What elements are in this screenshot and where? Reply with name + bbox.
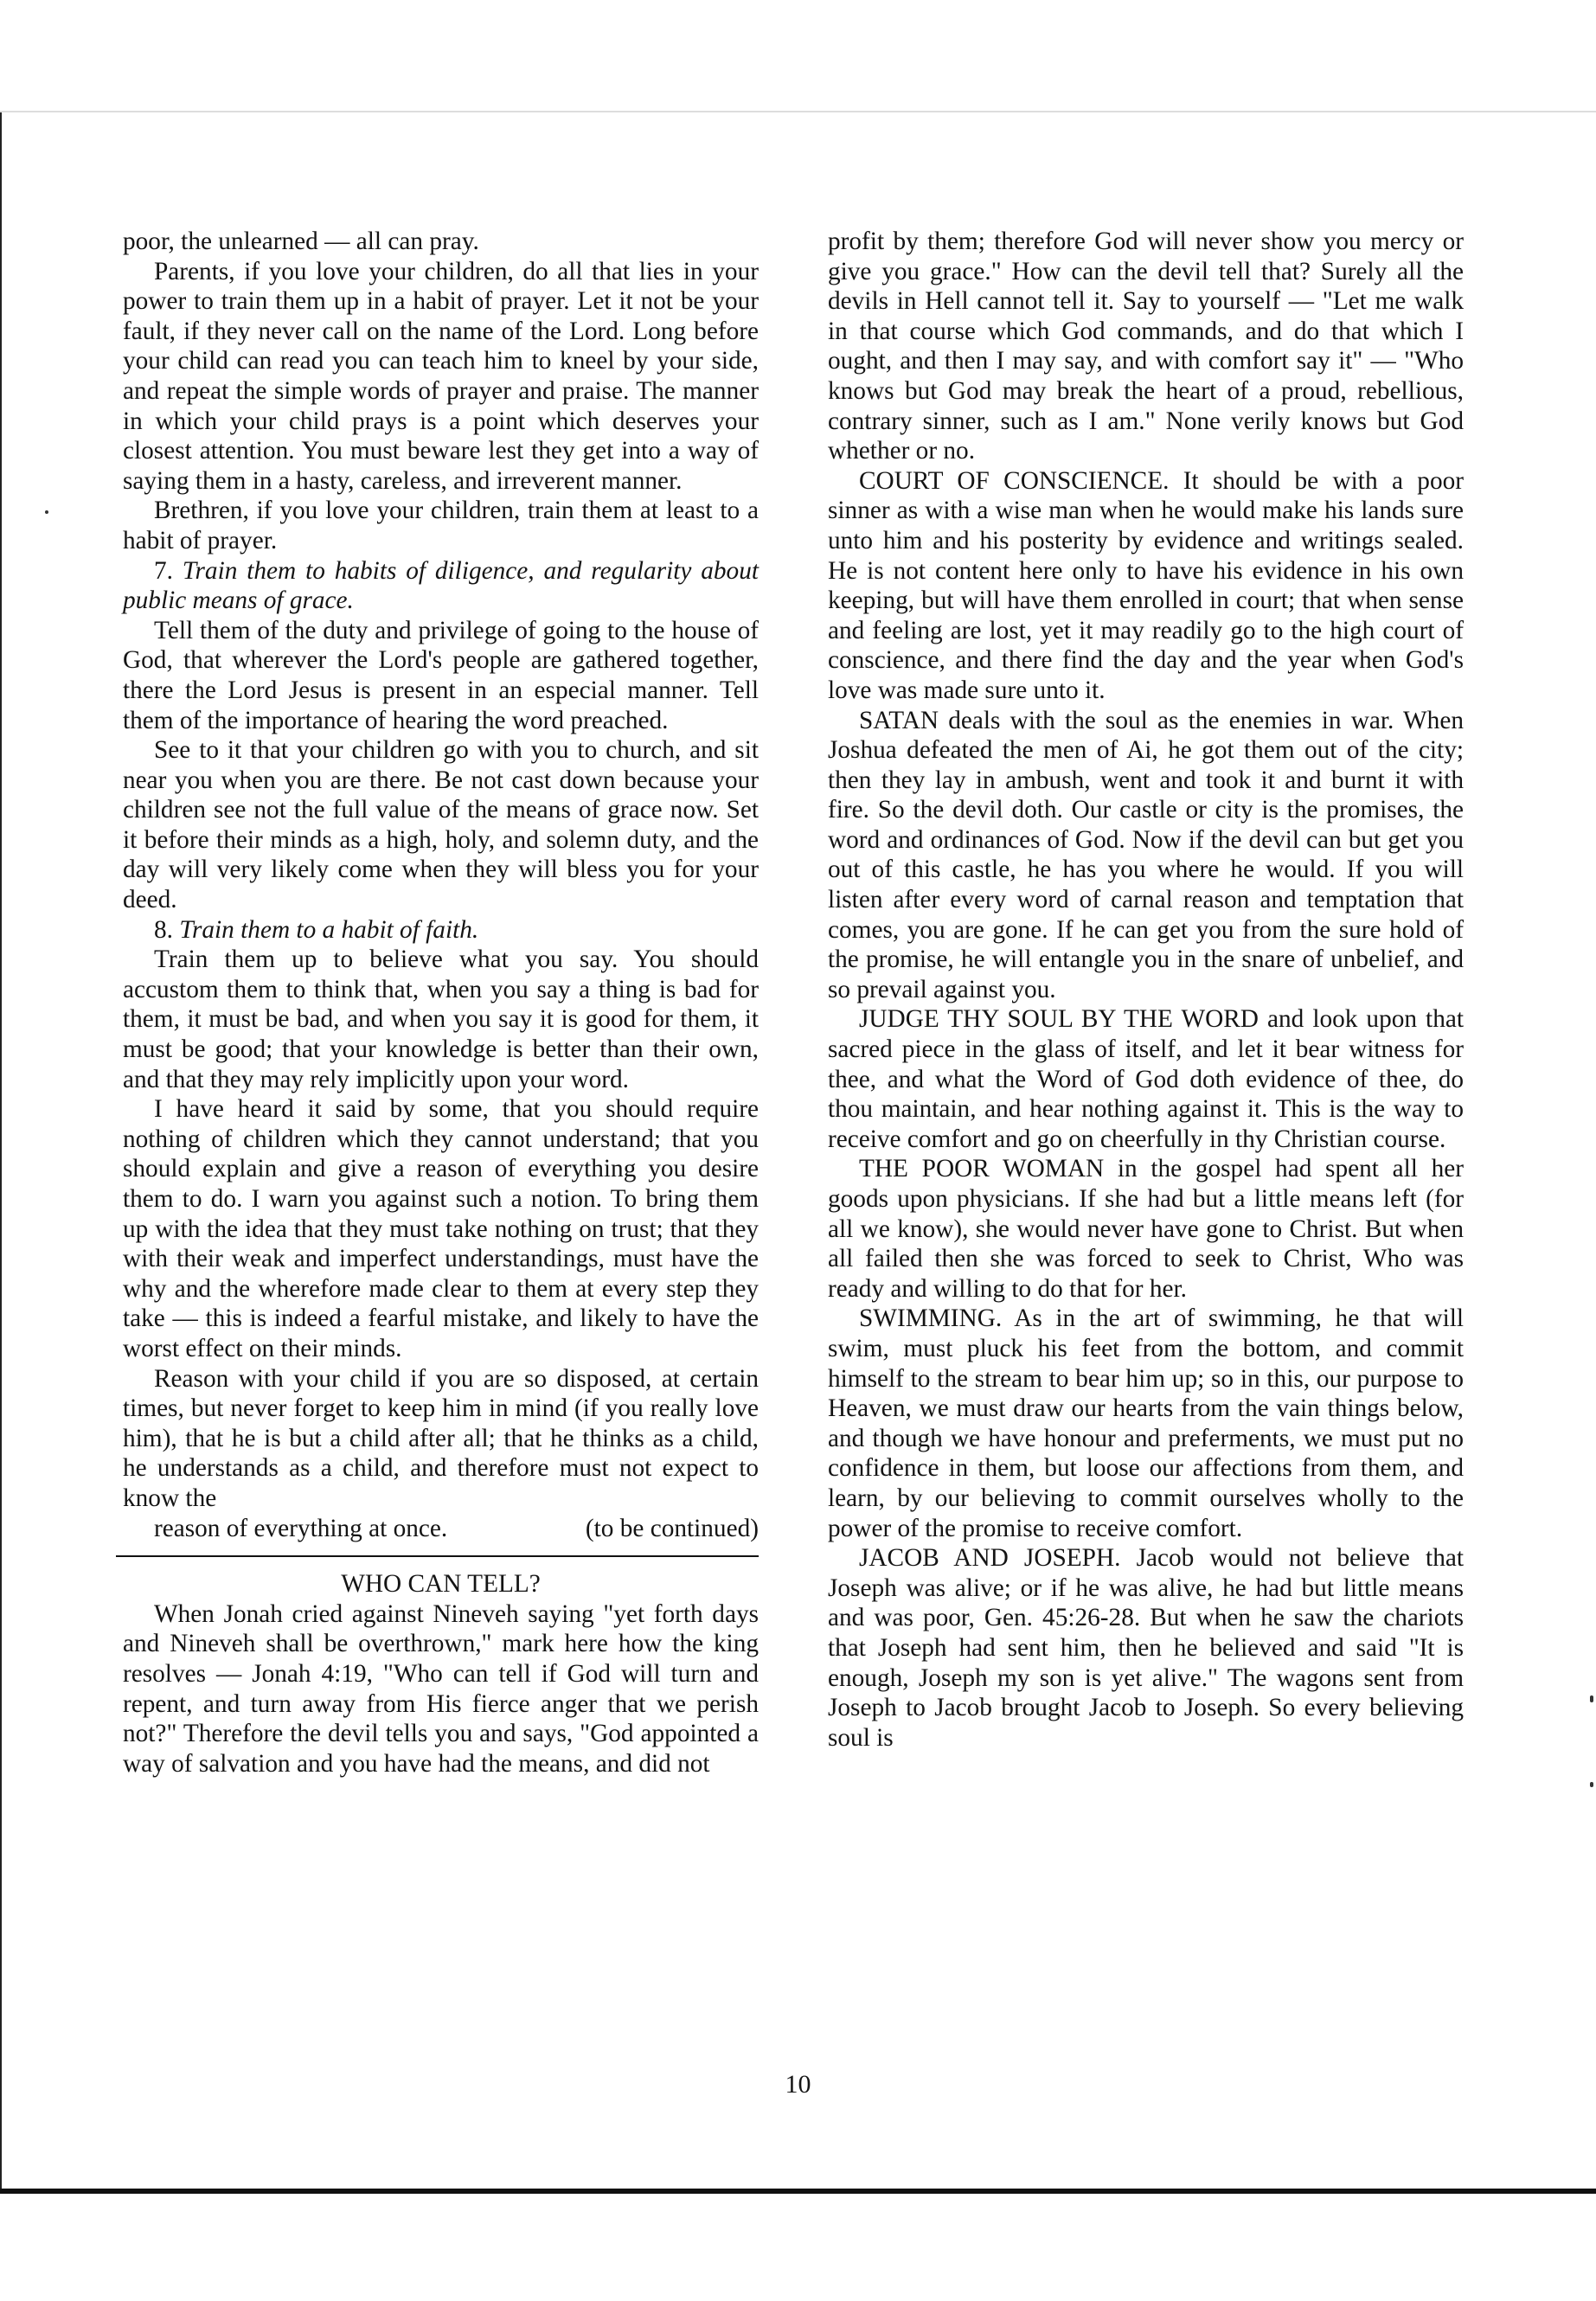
paragraph: Reason with your child if you are so disposed, at certain times, but never forget to keep him in mind (if you really love him), that he is but a child after all; that he thinks as a child, he understands as a child, and therefore must not expect to know the (123, 1364, 759, 1512)
scan-speck (1590, 1695, 1593, 1702)
paragraph: JACOB AND JOSEPH. Jacob would not believe that Joseph was alive; or if he was alive, he had but little means and was poor, Gen. 45:26-28. But when he saw the chariots that Joseph had sent him, then he believed and said "It is enough, Joseph my son is yet alive." The wagons sent from Joseph to Jacob brought Jacob to Joseph. So every believing soul is (828, 1544, 1464, 1752)
paragraph-end: reason of everything at once. (154, 1514, 448, 1542)
paragraph: Brethren, if you love your children, train them at least to a habit of prayer. (123, 497, 759, 554)
numbered-heading (123, 556, 759, 616)
paragraph: COURT OF CONSCIENCE. It should be with a poor sinner as with a wise man when he would make his lands sure unto him and his posterity by evidence and writings sealed. He is not content here only to have his evidence in his own keeping, but will have them enrolled in court; that when sense and feeling are lost, yet it may readily go to the high court of conscience, and there find the day and the year when God's love was made sure unto it. (828, 466, 1464, 704)
paragraph: Parents, if you love your children, do all that lies in your power to train them up in a habit of prayer. Let it not be your fault, if they never call on the name of the Lord. Long before your child can read you can teach him to kneel by your side, and repeat the simple words of prayer and praise. The manner in which your child prays is a point which deserves your closest attention. You must beware lest they get into a way of saying them in a hasty, careless, and irreverent manner. (123, 257, 759, 495)
numbered-heading (123, 915, 759, 945)
item-title: Train them to habits of diligence, and regularity about public means of grace. (123, 556, 759, 615)
continued-line (123, 1514, 759, 1544)
paragraph: SATAN deals with the soul as the enemies in war. When Joshua defeated the men of Ai, he got them out of the city; then they lay in ambush, went and took it and burnt it with fire. So the devil doth. Our castle or city is the promises, the word and ordinances of God. Now if the devil can but get you out of this castle, he has you where he would. If you will listen after every word of carnal reason and temptation that comes, you are gone. If he can get you from the sure hold of the promise, he will entangle you in the snare of unbelief, and so prevail against you. (828, 706, 1464, 1003)
paragraph: I have heard it said by some, that you should require nothing of children which they cannot understand; that you should explain and give a reason of everything you desire them to do. I warn you against such a notion. To bring them up with the idea that they must take nothing on trust; that they with their weak and imperfect understandings, must have the why and the wherefore made clear to them at every step they take — this is indeed a fearful mistake, and likely to have the worst effect on their minds. (123, 1095, 759, 1362)
section-heading: WHO CAN TELL? (341, 1570, 541, 1599)
paragraph: When Jonah cried against Nineveh saying "yet forth days and Nineveh shall be overthrown," mark here how the king resolves — Jonah 4:19, "Who can tell if God will turn and repent, and turn away from His fierce anger that we perish not?" Therefore the devil tells you and says, "God appointed a way of salvation and you have had the means, and did not (123, 1599, 759, 1778)
item-number: 7. (154, 556, 173, 585)
paragraph: SWIMMING. As in the art of swimming, he that will swim, must pluck his feet from the bottom, and commit himself to the stream to bear him up; so in this, our purpose to Heaven, we must draw our hearts from the vain things below, and though we have honour and preferments, we must put no confidence in them, but loose our affections from them, and learn, by our believing to commit ourselves wholly to the power of the promise to receive comfort. (828, 1304, 1464, 1542)
section-divider (116, 1555, 759, 1557)
page-number: 10 (785, 2070, 811, 2099)
item-title: Train them to a habit of faith. (179, 915, 479, 944)
item-number: 8. (154, 915, 173, 944)
paragraph: THE POOR WOMAN in the gospel had spent all her goods upon physicians. If she had but a little means left (for all we know), she would never have gone to Christ. But when all failed then she was forced to seek to Christ, Who was ready and willing to do that for her. (828, 1155, 1464, 1303)
paragraph: profit by them; therefore God will never show you mercy or give you grace." How can the devil tell that? Surely all the devils in Hell cannot tell it. Say to yourself — "Let me walk in that course which God commands, and do that which I ought, and then I may say, and with comfort say it" — "Who knows but God may break the heart of a proud, rebellious, contrary sinner, such as I am." None verily knows but God whether or no. (828, 228, 1464, 465)
scan-speck (1590, 1782, 1593, 1787)
paragraph: JUDGE THY SOUL BY THE WORD and look upon that sacred piece in the glass of itself, and let it bear witness for thee, and what the Word of God doth evidence of thee, do thou maintain, and hear nothing against it. This is the way to receive comfort and go on cheerfully in thy Christian course. (828, 1005, 1464, 1153)
paragraph: Tell them of the duty and privilege of going to the house of God, that wherever the Lord's people are gathered together, there the Lord Jesus is present in an especial manner. Tell them of the importance of hearing the word preached. (123, 616, 759, 734)
paragraph: Train them up to believe what you say. You should accustom them to think that, when you say a thing is bad for them, it must be bad, and when you say it is good for them, it must be good; that your knowledge is better than their own, and that they may rely implicitly upon your word. (123, 945, 759, 1093)
paragraph: See to it that your children go with you to church, and sit near you when you are there. Be not cast down because your children see not the full value of the means of grace now. Set it before their minds as a high, holy, and solemn duty, and the day will very likely come when they will bless you for your deed. (123, 736, 759, 914)
left-column (123, 227, 759, 1779)
page-left-edge (0, 112, 2, 2189)
scan-speck (45, 510, 48, 514)
paragraph: poor, the unlearned — all can pray. (123, 228, 479, 255)
continued-note: (to be continued) (585, 1514, 759, 1542)
right-column (828, 227, 1464, 1753)
